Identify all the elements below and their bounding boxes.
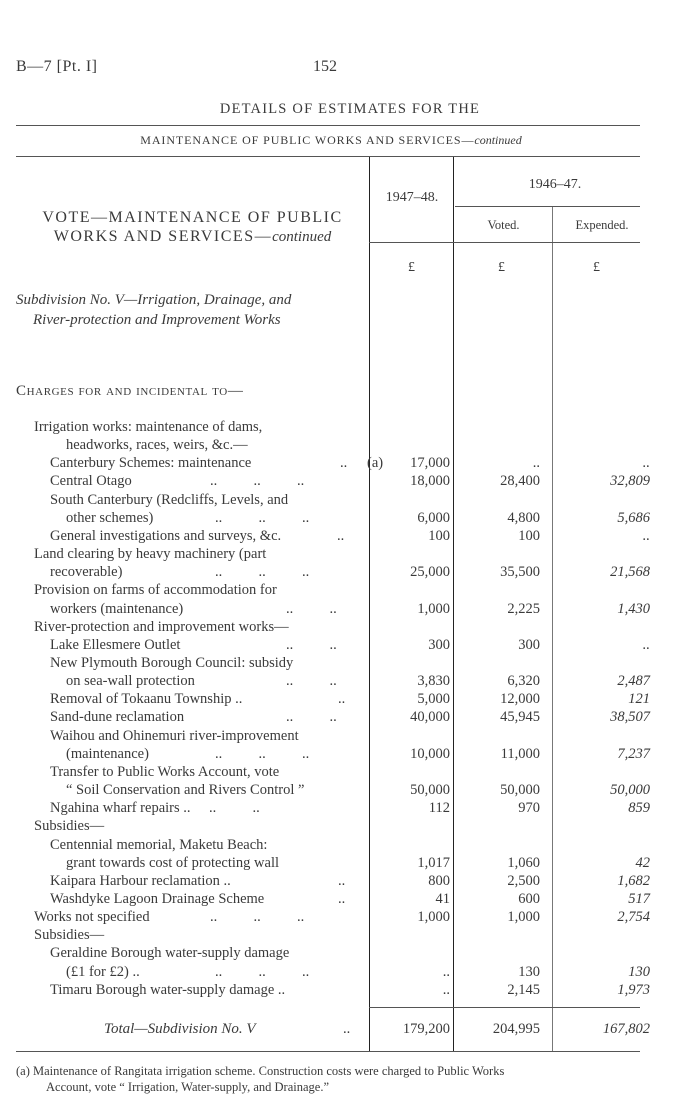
row-label: Transfer to Public Works Account, vote: [50, 763, 280, 780]
total-dots: ..: [343, 1021, 351, 1037]
row-value-voted: 50,000: [500, 782, 540, 798]
row-value-1947-48: 10,000: [410, 745, 450, 762]
row-value-expended: 1,973: [617, 981, 650, 998]
row-footnote-marker: (a): [367, 455, 384, 472]
row-leader-dots: .. .. ..: [215, 745, 310, 762]
row-value-voted: 12,000: [500, 691, 540, 708]
row-value-expended: 859: [628, 800, 650, 817]
page-number: 152: [313, 58, 337, 75]
column-header-1947-48: 1947–48.: [385, 190, 439, 205]
vote-heading-line1: VOTE—MAINTENANCE OF PUBLIC: [42, 209, 343, 226]
row-value-expended: 2,754: [617, 909, 650, 925]
table-row: [0, 438, 700, 453]
row-value-1947-48: ..: [442, 981, 450, 998]
title-rule: [16, 125, 640, 126]
row-value-expended: ..: [642, 527, 650, 544]
row-label: Kaipara Harbour reclamation ..: [50, 872, 231, 889]
total-top-rule: [369, 1007, 640, 1008]
column-header-voted: Voted.: [487, 218, 520, 232]
row-value-1947-48: 1,000: [417, 600, 450, 617]
row-label: Central Otago: [50, 473, 132, 490]
row-value-1947-48: 300: [428, 636, 450, 653]
row-value-voted: 2,145: [507, 981, 540, 998]
row-label: other schemes): [66, 509, 154, 526]
row-label: “ Soil Conservation and Rivers Control ”: [66, 782, 305, 798]
year-header-rule: [455, 206, 640, 207]
row-leader-dots: .. .. ..: [215, 564, 310, 581]
table-row: [0, 565, 700, 580]
table-row: [0, 547, 700, 562]
subdivision-line1: Subdivision No. V—Irrigation, Drainage, and: [16, 292, 292, 308]
row-value-expended: 50,000: [610, 782, 650, 798]
row-leader-dots: .. ..: [286, 673, 337, 690]
table-row: [0, 983, 700, 998]
table-row: [0, 620, 700, 635]
row-label: Irrigation works: maintenance of dams,: [34, 419, 263, 435]
subtitle-continued: continued: [474, 133, 522, 147]
row-leader-dots: .. .. ..: [210, 909, 305, 925]
row-leader-dots: ..: [338, 872, 346, 889]
table-row: [0, 420, 700, 435]
row-leader-dots: .. ..: [209, 800, 260, 817]
row-value-voted: 28,400: [500, 473, 540, 490]
row-value-1947-48: ..: [442, 963, 450, 980]
row-value-voted: 1,060: [507, 854, 540, 871]
footnote: [16, 1063, 684, 1095]
table-row: [0, 856, 700, 871]
row-value-voted: 130: [518, 963, 540, 980]
row-value-1947-48: 18,000: [410, 473, 450, 490]
row-value-expended: 42: [635, 854, 650, 871]
row-value-expended: 32,809: [610, 473, 650, 490]
row-label: Waihou and Ohinemuri river-improvement: [50, 727, 299, 744]
row-leader-dots: ..: [338, 691, 346, 708]
row-label: Canterbury Schemes: maintenance: [50, 455, 252, 472]
page-title: DETAILS OF ESTIMATES FOR THE: [219, 101, 481, 117]
row-label: General investigations and surveys, &c.: [50, 527, 282, 544]
total-1947-48: 179,200: [402, 1021, 450, 1037]
row-label: Lake Ellesmere Outlet: [50, 636, 181, 653]
row-value-voted: 35,500: [500, 564, 540, 581]
table-row: [0, 729, 700, 744]
row-value-voted: 6,320: [507, 673, 540, 690]
row-label: Ngahina wharf repairs ..: [50, 800, 191, 817]
row-leader-dots: .. ..: [286, 636, 337, 653]
table-row: [0, 511, 700, 526]
table-row: [0, 529, 700, 544]
row-leader-dots: ..: [338, 890, 346, 907]
row-value-1947-48: 5,000: [417, 691, 450, 708]
row-label: Subsidies—: [34, 818, 105, 835]
row-label: New Plymouth Borough Council: subsidy: [50, 655, 294, 671]
row-value-1947-48: 25,000: [410, 564, 450, 581]
currency-label-expended: £: [593, 260, 600, 275]
table-row: [0, 638, 700, 653]
currency-label-1947: £: [408, 260, 415, 275]
row-value-1947-48: 17,000: [410, 455, 450, 472]
row-value-voted: 600: [518, 890, 540, 907]
footnote-line2: Account, vote “ Irrigation, Water-supply, and Drainage.”: [46, 1080, 330, 1094]
column-header-rule: [369, 242, 640, 243]
row-value-voted: 1,000: [507, 909, 540, 925]
row-value-voted: 970: [518, 800, 540, 817]
row-value-voted: 2,225: [507, 600, 540, 617]
row-value-voted: 2,500: [507, 872, 540, 889]
row-value-1947-48: 100: [428, 527, 450, 544]
row-value-voted: 11,000: [500, 745, 540, 762]
footnote-line1: (a) Maintenance of Rangitata irrigation scheme. Construction costs were charged to Public Works: [16, 1064, 505, 1078]
row-leader-dots: .. ..: [286, 709, 337, 726]
table-row: [0, 710, 700, 725]
row-label: recoverable): [50, 564, 123, 581]
vote-heading-text: WORKS AND SERVICES—: [53, 228, 273, 245]
row-label: Provision on farms of accommodation for: [34, 582, 277, 599]
row-label: workers (maintenance): [50, 600, 184, 617]
table-row: [0, 692, 700, 707]
column-header-1946-47: 1946–47.: [528, 177, 582, 192]
table-row: [0, 747, 700, 762]
row-label: Geraldine Borough water-supply damage: [50, 945, 290, 962]
row-leader-dots: ..: [340, 455, 348, 472]
table-row: [0, 583, 700, 598]
row-value-voted: 100: [518, 527, 540, 544]
row-label: Removal of Tokaanu Township ..: [50, 691, 243, 708]
column-header-expended: Expended.: [575, 218, 629, 232]
row-value-1947-48: 40,000: [410, 709, 450, 726]
row-value-voted: 300: [518, 636, 540, 653]
row-label: South Canterbury (Redcliffs, Levels, and: [50, 491, 289, 508]
row-label: Sand-dune reclamation: [50, 709, 185, 726]
table-row: [0, 946, 700, 961]
row-value-voted: 4,800: [507, 509, 540, 526]
row-value-1947-48: 112: [428, 800, 450, 817]
row-leader-dots: .. ..: [286, 600, 337, 617]
row-value-expended: 38,507: [610, 709, 650, 726]
row-value-voted: ..: [532, 455, 540, 472]
row-value-expended: 7,237: [617, 745, 650, 762]
row-leader-dots: .. .. ..: [215, 963, 310, 980]
table-row: [0, 765, 700, 780]
row-leader-dots: .. .. ..: [215, 509, 310, 526]
subdivision-heading: [16, 290, 366, 330]
row-value-1947-48: 50,000: [410, 782, 450, 798]
vote-heading: [20, 208, 365, 247]
row-value-expended: ..: [642, 636, 650, 653]
total-expended: 167,802: [602, 1021, 650, 1037]
table-row: [0, 801, 700, 816]
total-label: Total—Subdivision No. V: [104, 1021, 256, 1037]
row-label: (maintenance): [66, 745, 149, 762]
row-label: Works not specified: [34, 909, 150, 925]
row-value-expended: 121: [628, 691, 650, 708]
total-bottom-rule: [16, 1051, 640, 1052]
row-value-1947-48: 800: [428, 872, 450, 889]
table-row: [0, 928, 700, 943]
header-rule: [16, 156, 640, 157]
table-row: [0, 602, 700, 617]
row-label: Washdyke Lagoon Drainage Scheme: [50, 890, 265, 907]
row-label: River-protection and improvement works—: [34, 618, 289, 635]
currency-label-voted: £: [498, 260, 505, 275]
row-leader-dots: .. .. ..: [210, 473, 305, 490]
table-row: [0, 965, 700, 980]
row-label: (£1 for £2) ..: [66, 963, 140, 980]
table-row: [0, 456, 700, 471]
row-value-1947-48: 3,830: [417, 673, 450, 690]
row-label: on sea-wall protection: [66, 673, 195, 690]
row-value-1947-48: 41: [435, 890, 450, 907]
vote-heading-continued: continued: [272, 229, 332, 245]
table-row: [0, 474, 700, 489]
vote-heading-line2: [20, 227, 365, 247]
row-label: Centennial memorial, Maketu Beach:: [50, 836, 268, 853]
table-row: [0, 674, 700, 689]
subdivision-line2: River-protection and Improvement Works: [33, 312, 281, 328]
row-label: Land clearing by heavy machinery (part: [34, 546, 267, 562]
total-voted: 204,995: [492, 1021, 540, 1037]
row-value-1947-48: 6,000: [417, 509, 450, 526]
row-label: headworks, races, weirs, &c.—: [66, 437, 248, 454]
row-value-expended: 1,430: [617, 600, 650, 617]
row-label: grant towards cost of protecting wall: [66, 854, 280, 871]
table-row: [0, 656, 700, 671]
row-leader-dots: ..: [337, 527, 345, 544]
row-value-expended: 2,487: [617, 673, 650, 690]
row-value-expended: ..: [642, 455, 650, 472]
table-row: [0, 783, 700, 798]
table-row: [0, 892, 700, 907]
page-subtitle: [0, 133, 662, 148]
document-reference: B—7 [Pt. I]: [16, 58, 98, 75]
row-label: Timaru Borough water-supply damage ..: [50, 981, 286, 998]
table-row: [0, 910, 700, 925]
table-row: [0, 838, 700, 853]
row-value-1947-48: 1,017: [417, 854, 450, 871]
row-label: Subsidies—: [34, 927, 105, 944]
row-value-expended: 130: [628, 963, 650, 980]
table-row: [0, 874, 700, 889]
table-row: [0, 819, 700, 834]
row-value-expended: 5,686: [617, 509, 650, 526]
subtitle-text: MAINTENANCE OF PUBLIC WORKS AND SERVICES—: [140, 133, 475, 147]
row-value-voted: 45,945: [500, 709, 540, 726]
charges-heading: Charges for and incidental to—: [16, 383, 244, 399]
row-value-expended: 517: [628, 890, 650, 907]
row-value-expended: 21,568: [610, 564, 650, 581]
row-value-expended: 1,682: [617, 872, 650, 889]
row-value-1947-48: 1,000: [417, 909, 450, 925]
table-row: [0, 493, 700, 508]
